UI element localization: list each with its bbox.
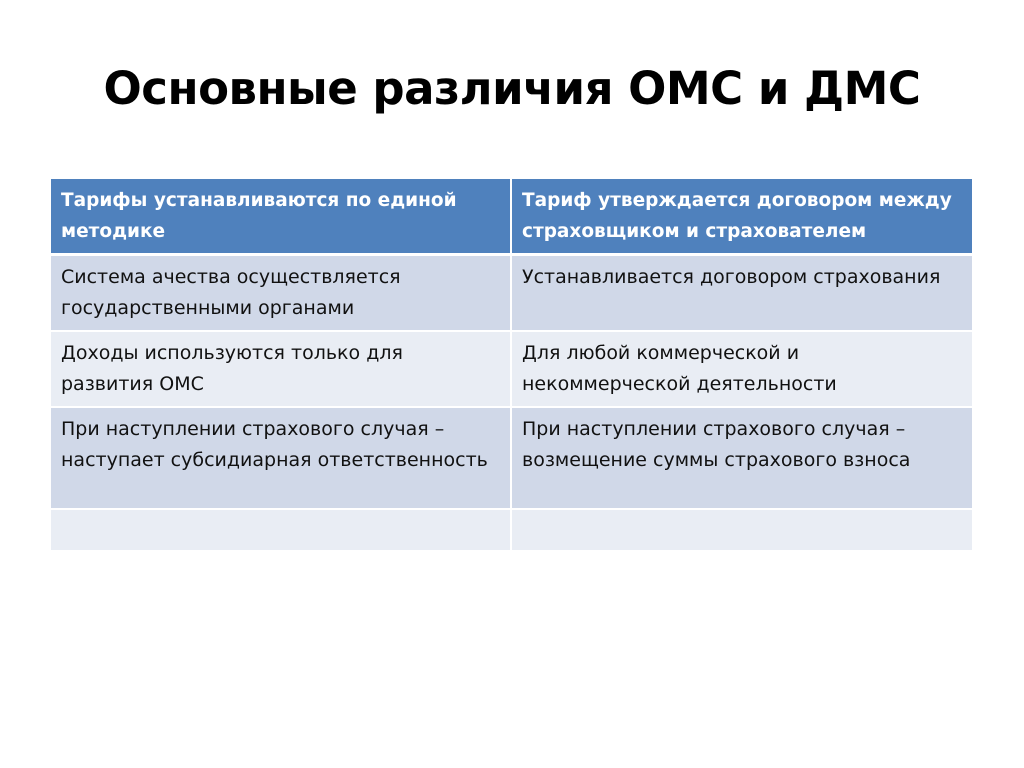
table-cell-dms: Устанавливается договором страхования bbox=[511, 255, 972, 332]
table-row-empty bbox=[51, 509, 972, 551]
table-cell-oms bbox=[51, 509, 511, 551]
table-row bbox=[51, 407, 972, 509]
table-header-row bbox=[51, 179, 972, 255]
table-cell-dms: Для любой коммерческой и некоммерческой деятельности bbox=[511, 331, 972, 407]
table-row bbox=[51, 255, 972, 332]
header-cell-dms: Тариф утверждается договором между страховщиком и страхователем bbox=[511, 179, 972, 255]
table-cell-oms: Система ачества осуществляется государственными органами bbox=[51, 255, 511, 332]
table-cell-oms: При наступлении страхового случая – наступает субсидиарная ответственность bbox=[51, 407, 511, 509]
header-cell-oms: Тарифы устанавливаются по единой методике bbox=[51, 179, 511, 255]
comparison-table bbox=[51, 179, 972, 552]
table-cell-dms: При наступлении страхового случая – возмещение суммы страхового взноса bbox=[511, 407, 972, 509]
table-row bbox=[51, 331, 972, 407]
table-cell-oms: Доходы используются только для развития ОМС bbox=[51, 331, 511, 407]
table-cell-dms bbox=[511, 509, 972, 551]
slide-title: Основные различия ОМС и ДМС bbox=[103, 62, 921, 115]
